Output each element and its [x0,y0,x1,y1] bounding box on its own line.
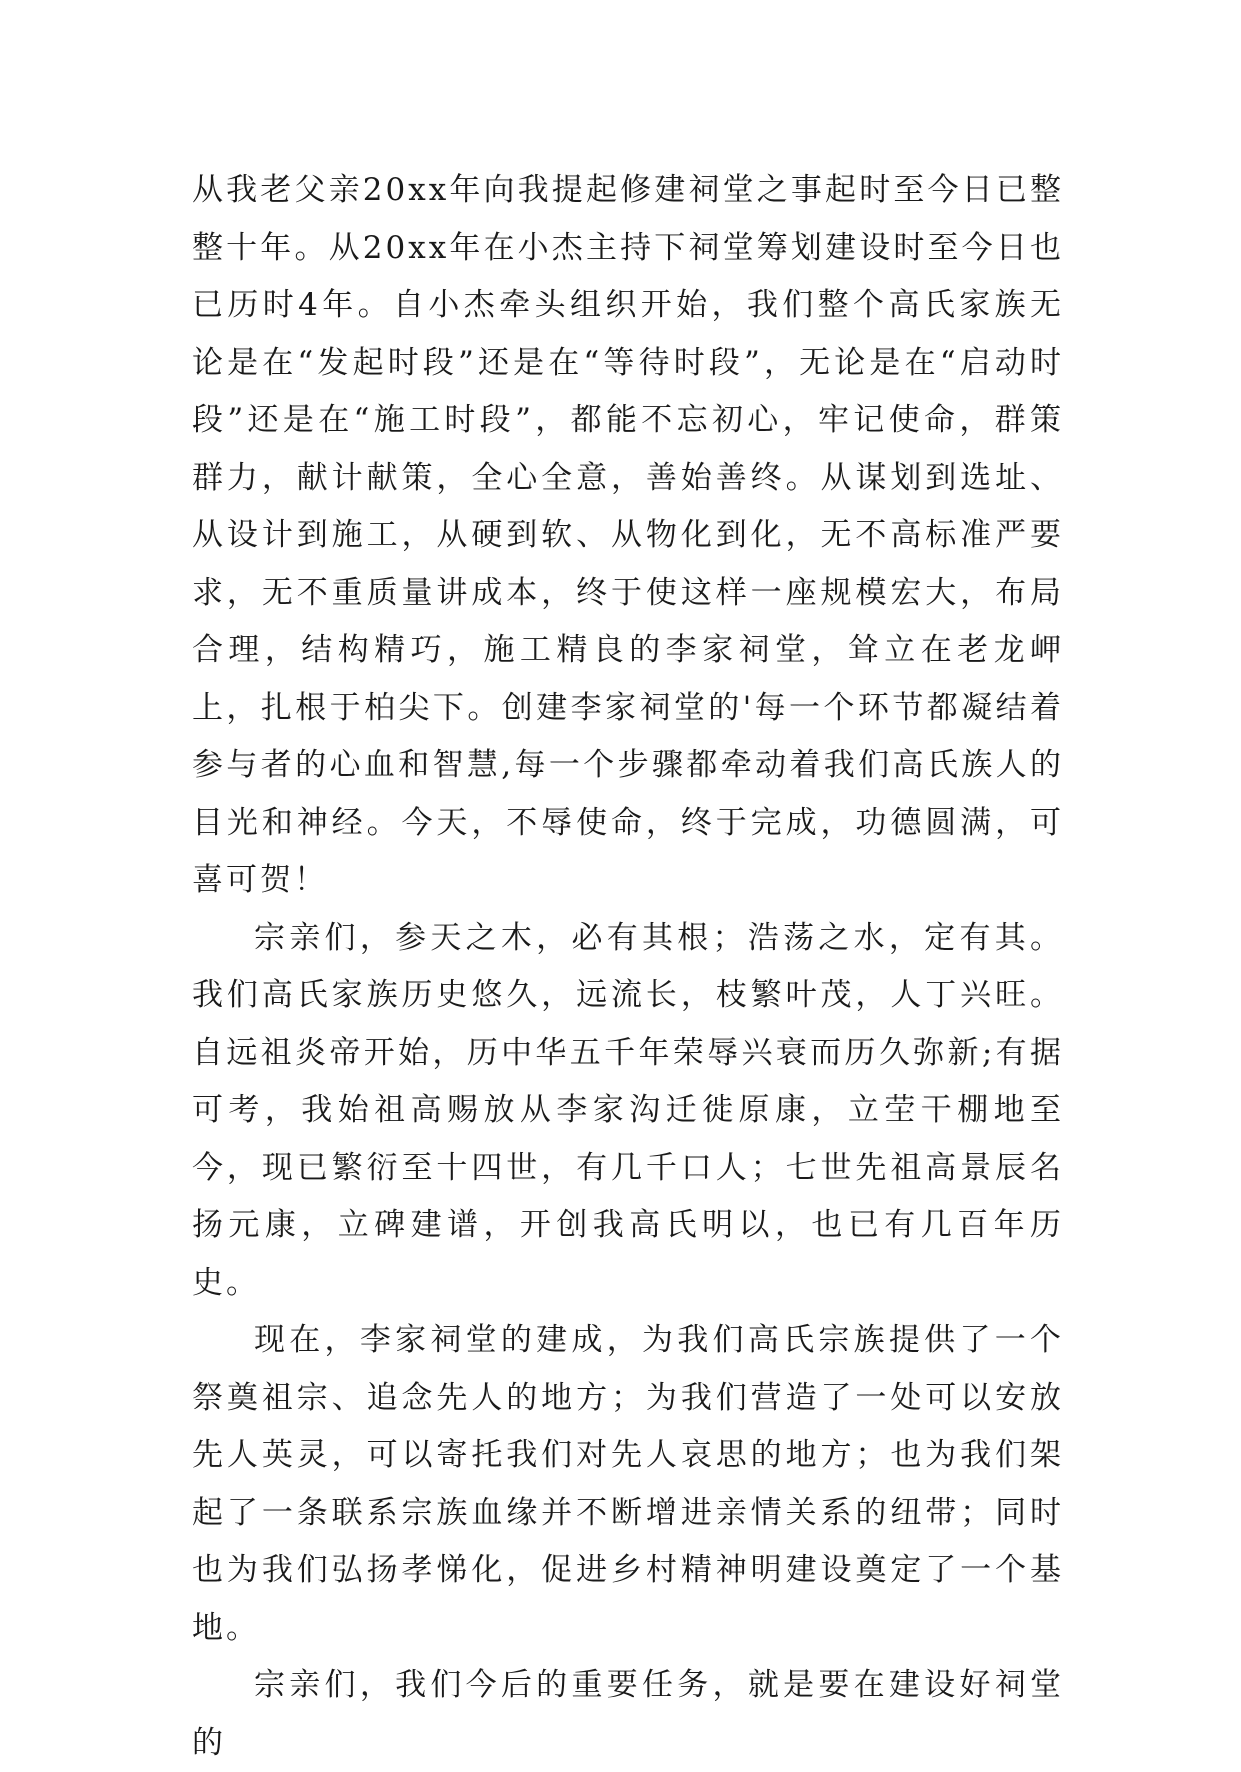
paragraph-1: 从我老父亲20xx年向我提起修建祠堂之事起时至今日已整整十年。从20xx年在小杰主持下祠堂筹划建设时至今日也已历时4年。自小杰牵头组织开始，我们整个高氏家族无论是在“发起时段”还是在“等待时段”，无论是在“启动时段”还是在“施工时段”，都能不忘初心，牢记使命，群策群力，献计献策，全心全意，善始善终。从谋划到选址、从设计到施工，从硬到软、从物化到化，无不高标准严要求，无不重质量讲成本，终于使这样一座规模宏大，布局合理，结构精巧，施工精良的李家祠堂，耸立在老龙岬上，扎根于柏尖下。创建李家祠堂的'每一个环节都凝结着参与者的心血和智慧,每一个步骤都牵动着我们高氏族人的目光和神经。今天，不辱使命，终于完成，功德圆满，可喜可贺！ [192,172,1064,898]
paragraph-4: 宗亲们，我们今后的重要任务，就是要在建设好祠堂的 [192,1667,1064,1761]
paragraph-2: 宗亲们，参天之木，必有其根；浩荡之水，定有其。我们高氏家族历史悠久，远流长，枝繁叶茂，人丁兴旺。自远祖炎帝开始，历中华五千年荣辱兴衰而历久弥新;有据可考，我始祖高赐放从李家沟迁徙原康，立茔干棚地至今，现已繁衍至十四世，有几千口人；七世先祖高景辰名扬元康，立碑建谱，开创我高氏明以，也已有几百年历史。 [192,919,1064,1301]
document-body [192,162,1064,1772]
paragraph-3: 现在，李家祠堂的建成，为我们高氏宗族提供了一个祭奠祖宗、追念先人的地方；为我们营造了一处可以安放先人英灵，可以寄托我们对先人哀思的地方；也为我们架起了一条联系宗族血缘并不断增进亲情关系的纽带；同时也为我们弘扬孝悌化，促进乡村精神明建设奠定了一个基地。 [192,1322,1064,1646]
